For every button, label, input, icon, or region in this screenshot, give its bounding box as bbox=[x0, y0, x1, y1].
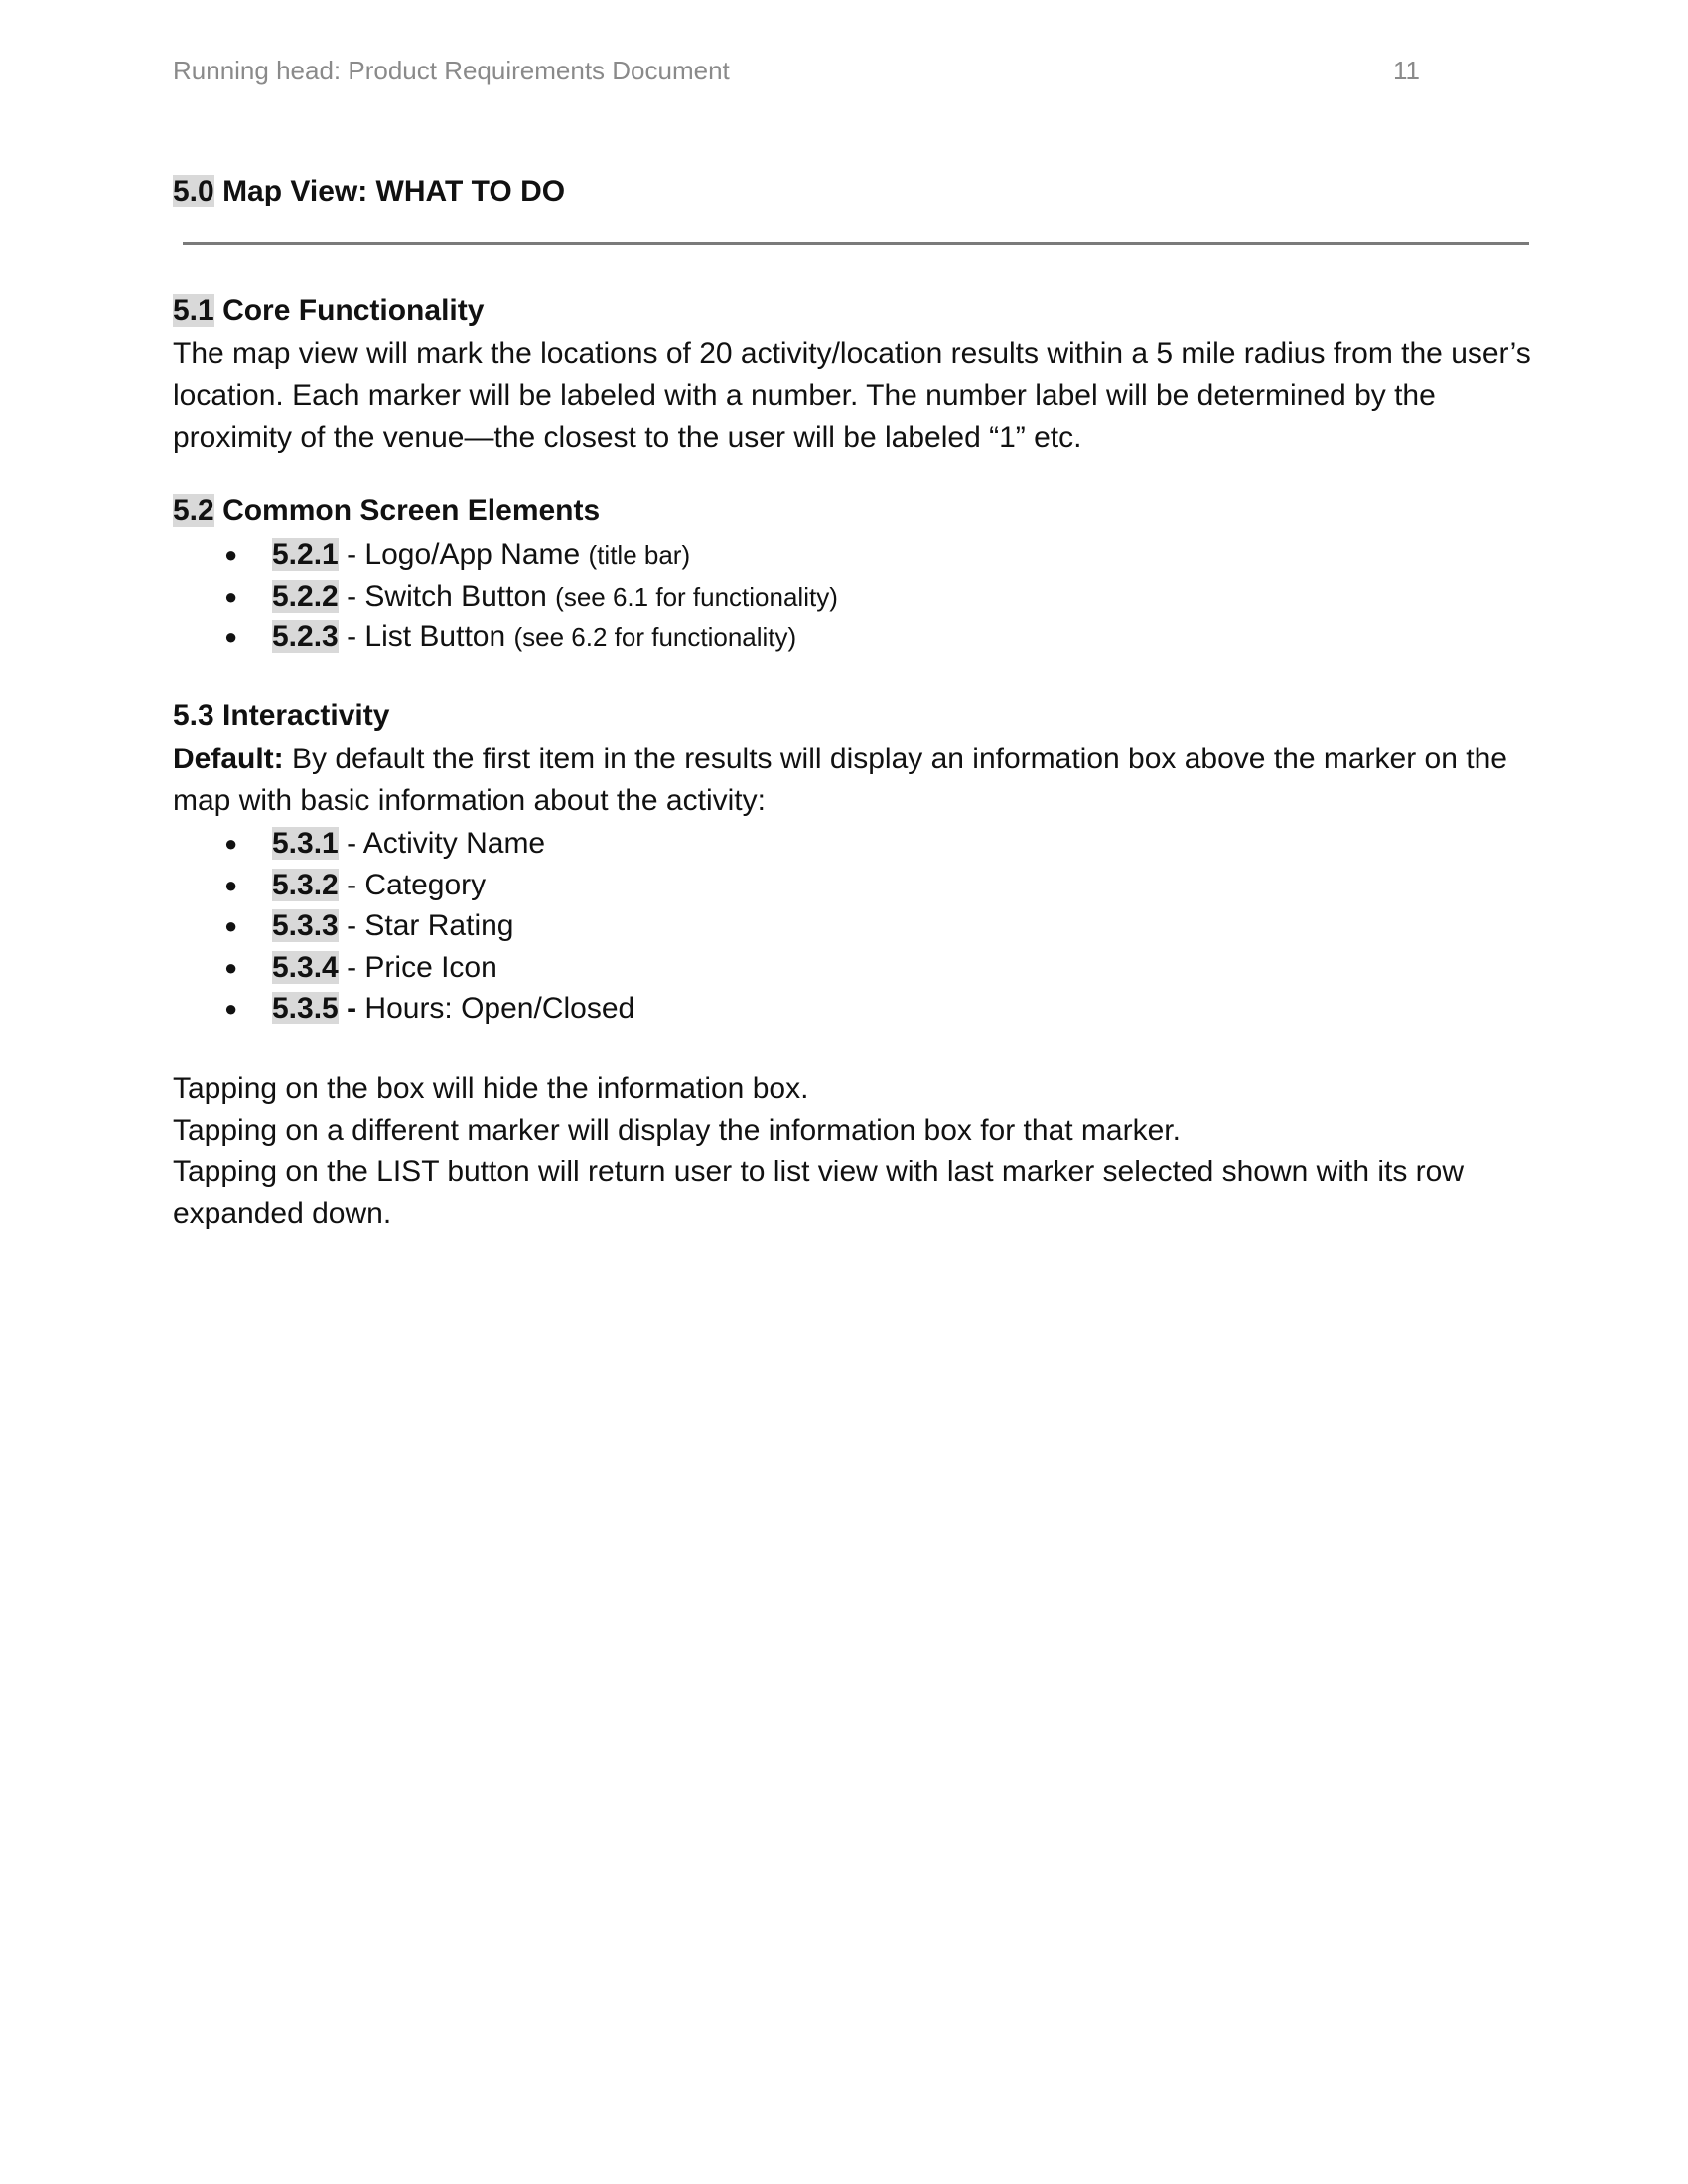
section-divider bbox=[183, 242, 1529, 245]
default-label: Default: bbox=[173, 743, 284, 775]
item-number: 5.3.5 bbox=[272, 992, 339, 1024]
list-item bbox=[173, 988, 634, 1029]
subsection-heading-5-3: 5.3 Interactivity bbox=[173, 699, 390, 732]
list-item bbox=[173, 823, 634, 865]
running-head: Running head: Product Requirements Document bbox=[173, 56, 730, 85]
list-item bbox=[173, 534, 838, 576]
item-label: Category bbox=[364, 868, 487, 901]
common-elements-list bbox=[173, 534, 838, 658]
section-number: 5.0 bbox=[173, 175, 214, 207]
interaction-line: Tapping on the LIST button will return user to list view with last marker selected shown with its row bbox=[173, 1156, 1465, 1188]
bullet-icon: ● bbox=[224, 542, 238, 567]
interaction-line: Tapping on the box will hide the information box. bbox=[173, 1072, 809, 1105]
page-header bbox=[173, 56, 1420, 95]
bullet-icon: ● bbox=[224, 996, 238, 1021]
page-number: 11 bbox=[1393, 56, 1420, 85]
item-label: Price Icon bbox=[364, 950, 497, 984]
core-functionality-paragraph: The map view will mark the locations of 20 activity/location results within a 5 mile radius from the user’s location. Each marker will be labeled with a number. The number label will be determined by the proximity of the venue—the closest to the user will be labeled “1” etc. bbox=[173, 338, 1531, 454]
item-number: 5.2.2 bbox=[272, 579, 339, 613]
bullet-icon: ● bbox=[224, 872, 238, 897]
bullet-icon: ● bbox=[224, 954, 238, 980]
subsection-title: Common Screen Elements bbox=[222, 494, 601, 527]
default-text: By default the first item in the results will display an information box above the marker on the map with basic information about the activity: bbox=[173, 743, 1507, 817]
info-box-fields-list bbox=[173, 823, 634, 1029]
subsection-heading-5-2 bbox=[173, 494, 600, 528]
subsection-heading-5-1 bbox=[173, 294, 484, 328]
item-label: Star Rating bbox=[364, 909, 514, 942]
item-note: (see 6.1 for functionality) bbox=[555, 581, 838, 612]
list-item bbox=[173, 947, 634, 989]
item-separator: - bbox=[338, 950, 365, 984]
item-number: 5.2.1 bbox=[272, 538, 339, 571]
item-number: 5.3.4 bbox=[272, 950, 339, 984]
item-label: - Logo/App Name bbox=[338, 538, 589, 571]
item-label: - List Button bbox=[338, 620, 514, 653]
default-paragraph bbox=[173, 739, 1563, 822]
list-item bbox=[173, 616, 838, 658]
interaction-line: expanded down. bbox=[173, 1197, 392, 1230]
section-heading bbox=[173, 175, 565, 208]
item-note: (title bar) bbox=[588, 540, 691, 570]
list-item bbox=[173, 865, 634, 906]
subsection-number: 5.2 bbox=[173, 494, 214, 527]
bullet-icon: ● bbox=[224, 913, 238, 938]
item-separator: - bbox=[338, 827, 363, 860]
bullet-icon: ● bbox=[224, 583, 238, 609]
item-note: (see 6.2 for functionality) bbox=[513, 622, 797, 652]
item-label: - Switch Button bbox=[338, 579, 556, 613]
item-number: 5.3.2 bbox=[272, 868, 339, 901]
item-number: 5.3.1 bbox=[272, 827, 339, 860]
list-item bbox=[173, 905, 634, 947]
subsection-title: Core Functionality bbox=[222, 294, 485, 327]
item-label: Hours: Open/Closed bbox=[364, 992, 635, 1024]
item-separator: - bbox=[338, 992, 365, 1024]
item-number: 5.3.3 bbox=[272, 909, 339, 942]
item-separator: - bbox=[338, 868, 365, 901]
subsection-number: 5.1 bbox=[173, 294, 214, 327]
bullet-icon: ● bbox=[224, 831, 238, 856]
list-item bbox=[173, 576, 838, 617]
bullet-icon: ● bbox=[224, 624, 238, 649]
item-number: 5.2.3 bbox=[272, 620, 339, 653]
interaction-notes bbox=[173, 1068, 1563, 1235]
item-separator: - bbox=[338, 909, 365, 942]
interaction-line: Tapping on a different marker will display the information box for that marker. bbox=[173, 1114, 1181, 1147]
item-label: Activity Name bbox=[362, 827, 546, 860]
section-title: Map View: WHAT TO DO bbox=[222, 175, 566, 207]
